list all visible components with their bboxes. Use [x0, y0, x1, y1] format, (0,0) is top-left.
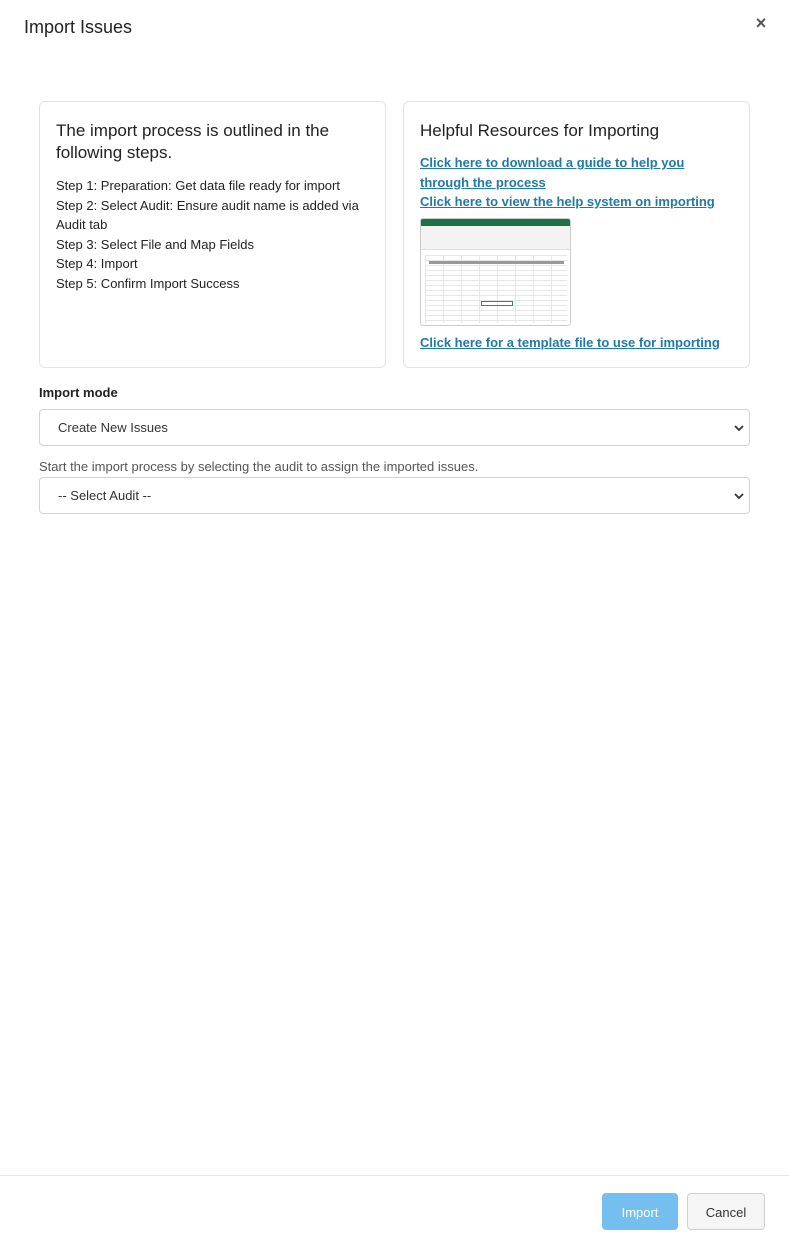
audit-select[interactable]: [39, 477, 750, 514]
import-mode-value: Create New Issues: [58, 420, 168, 435]
steps-list: [56, 176, 376, 293]
step-item: Step 3: Select File and Map Fields: [56, 236, 254, 252]
modal-title: Import Issues: [24, 17, 133, 37]
step-item: Step 4: Import: [56, 256, 138, 271]
help-system-link[interactable]: Click here to view the help system on importing: [420, 194, 715, 209]
spreadsheet-header-row: [429, 261, 564, 264]
step-item: Step 1: Preparation: Get data file ready for import: [56, 178, 340, 193]
modal-header: [0, 0, 789, 60]
chevron-down-icon: [733, 490, 745, 502]
import-mode-select[interactable]: [39, 409, 750, 446]
template-file-link[interactable]: Click here for a template file to use for importing: [420, 335, 720, 350]
step-item: Step 5: Confirm Import Success: [56, 275, 240, 291]
resources-card: [403, 101, 750, 368]
audit-hint-text: Start the import process by selecting the audit to assign the imported issues.: [39, 459, 479, 474]
import-button[interactable]: Import: [602, 1193, 678, 1230]
cancel-button[interactable]: Cancel: [687, 1193, 765, 1230]
spreadsheet-grid: [425, 255, 567, 323]
spreadsheet-thumbnail[interactable]: [420, 218, 571, 326]
spreadsheet-ribbon: [421, 226, 570, 250]
download-guide-link[interactable]: Click here to download a guide to help you through the process: [420, 155, 685, 190]
steps-card-title: The import process is outlined in the following steps.: [56, 121, 330, 162]
spreadsheet-selected-cell: [481, 301, 513, 306]
chevron-down-icon: [733, 422, 745, 434]
import-mode-label: Import mode: [39, 385, 118, 400]
step-item: Step 2: Select Audit: Ensure audit name is added via Audit tab: [56, 197, 359, 232]
footer-divider: [0, 1175, 789, 1176]
close-icon[interactable]: ×: [755, 13, 767, 33]
resources-card-title: Helpful Resources for Importing: [420, 121, 660, 140]
audit-select-value: -- Select Audit --: [58, 488, 152, 503]
steps-card: [39, 101, 386, 368]
spreadsheet-title-bar: [421, 219, 570, 226]
